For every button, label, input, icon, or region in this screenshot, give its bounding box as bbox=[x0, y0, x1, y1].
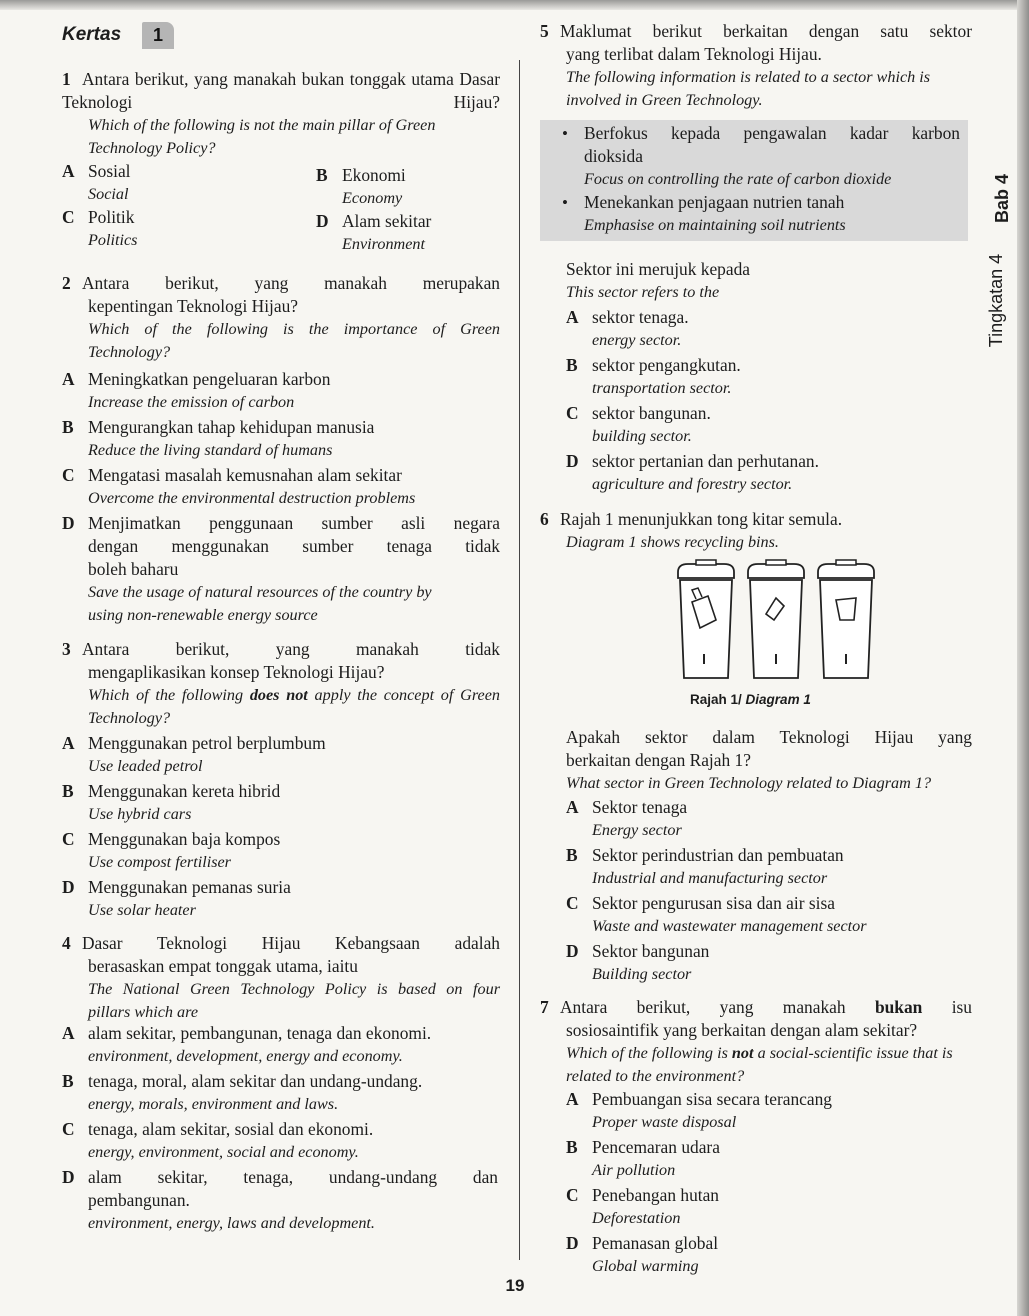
option-letter: A bbox=[566, 797, 579, 817]
option-d[interactable] bbox=[566, 1232, 972, 1278]
option-letter: B bbox=[566, 355, 578, 375]
question-2-options bbox=[62, 368, 500, 627]
option-text-ms: sektor pengangkutan. bbox=[592, 355, 741, 375]
question-text-ms: Rajah 1 menunjukkan tong kitar semula. bbox=[560, 509, 843, 529]
option-text-ms: Pencemaran udara bbox=[592, 1137, 720, 1157]
option-a[interactable] bbox=[566, 1088, 972, 1134]
option-b[interactable] bbox=[316, 164, 532, 210]
stem-text-en: This sector refers to the bbox=[566, 283, 720, 301]
option-text-ms: Menggunakan petrol berplumbum bbox=[88, 733, 326, 753]
page-binding-shadow bbox=[1017, 0, 1029, 1316]
question-text-ms: Dasar Teknologi Hijau Kebangsaan adalah bbox=[82, 933, 500, 953]
option-text-ms: Menggunakan kereta hibrid bbox=[88, 781, 281, 801]
recycling-bin-plastic-icon bbox=[818, 560, 874, 678]
option-letter: A bbox=[62, 733, 75, 753]
option-letter: C bbox=[62, 207, 75, 227]
question-text-en: Which of the following is not the main pillar of Green Technology Policy? bbox=[88, 116, 436, 157]
option-text-ms: tenaga, alam sekitar, sosial dan ekonomi. bbox=[88, 1119, 374, 1139]
option-letter: D bbox=[62, 877, 75, 897]
option-text-en: Use solar heater bbox=[88, 901, 196, 919]
option-letter: A bbox=[62, 369, 75, 389]
stem-text-ms: Sektor ini merujuk kepada bbox=[566, 259, 751, 279]
option-letter: B bbox=[62, 417, 74, 437]
question-number: 2 bbox=[62, 273, 71, 293]
question-text-en: The National Green Technology Policy is based on four bbox=[88, 980, 500, 998]
option-text-ms: Pembuangan sisa secara terancang bbox=[592, 1089, 832, 1109]
option-d[interactable] bbox=[566, 940, 972, 986]
option-letter: C bbox=[62, 465, 75, 485]
question-text-ms: Antara berikut, yang manakah tidak bbox=[82, 639, 500, 659]
question-7 bbox=[540, 996, 972, 1088]
option-c[interactable] bbox=[62, 1118, 500, 1164]
question-number: 5 bbox=[540, 21, 549, 41]
option-c[interactable] bbox=[62, 206, 318, 252]
question-text-ms: Antara berikut, yang manakah merupakan bbox=[82, 273, 500, 293]
stem-text-en: What sector in Green Technology related to Diagram 1? bbox=[566, 774, 932, 792]
option-text-ms-line2: dengan menggunakan sumber tenaga tidak bbox=[88, 536, 500, 556]
option-letter: A bbox=[566, 1089, 579, 1109]
info-text-ms: • Berfokus kepada pengawalan kadar karbon bbox=[584, 123, 960, 143]
option-text-ms: Sektor perindustrian dan pembuatan bbox=[592, 845, 844, 865]
info-item bbox=[562, 122, 960, 191]
info-text-en: Emphasise on maintaining soil nutrients bbox=[584, 216, 846, 234]
text-fragment: Which of the following bbox=[88, 686, 250, 704]
question-3 bbox=[62, 638, 500, 730]
option-letter: C bbox=[566, 1185, 579, 1205]
option-letter: D bbox=[62, 513, 75, 533]
question-text-en-line2: Technology? bbox=[88, 709, 171, 727]
option-text-ms: Sektor bangunan bbox=[592, 941, 710, 961]
level-label: Tingkatan 4 bbox=[986, 253, 1007, 348]
option-text-ms: Sektor pengurusan sisa dan air sisa bbox=[592, 893, 835, 913]
text-fragment: Which of the following is bbox=[566, 1044, 732, 1062]
info-item bbox=[562, 191, 960, 237]
question-4 bbox=[62, 932, 500, 1024]
option-text-en: Economy bbox=[342, 189, 403, 207]
question-text-en: Which of the following is the importance of Green bbox=[88, 320, 500, 338]
question-7-options bbox=[566, 1088, 972, 1278]
option-text-ms: sektor pertanian dan perhutanan. bbox=[592, 451, 819, 471]
stem-text-ms-line2: berkaitan dengan Rajah 1? bbox=[566, 750, 751, 770]
option-text-en: Energy sector bbox=[592, 821, 682, 839]
text-fragment: isu bbox=[922, 997, 972, 1017]
diagram-caption bbox=[690, 692, 811, 707]
option-letter: D bbox=[316, 211, 329, 231]
question-6-options bbox=[566, 796, 972, 986]
recycling-bins-diagram bbox=[668, 558, 888, 698]
question-3-options bbox=[62, 732, 500, 922]
question-text-ms: Maklumat berikut berkaitan dengan satu sektor bbox=[560, 21, 972, 41]
option-text-en: agriculture and forestry sector. bbox=[592, 475, 793, 493]
option-a[interactable] bbox=[566, 796, 972, 842]
option-letter: B bbox=[566, 845, 578, 865]
question-number: 6 bbox=[540, 509, 549, 529]
option-letter: B bbox=[62, 1071, 74, 1091]
option-b[interactable] bbox=[566, 354, 972, 400]
option-d[interactable] bbox=[316, 210, 532, 256]
question-6-stem bbox=[540, 726, 972, 795]
question-text-en-line2: Technology? bbox=[88, 343, 171, 361]
option-text-en: Proper waste disposal bbox=[592, 1113, 737, 1131]
option-text-ms: tenaga, moral, alam sekitar dan undang-undang. bbox=[88, 1071, 423, 1091]
question-number: 1 bbox=[62, 69, 71, 89]
option-text-en: Reduce the living standard of humans bbox=[88, 441, 333, 459]
question-1-en bbox=[62, 114, 500, 160]
option-text-en: Use compost fertiliser bbox=[88, 853, 231, 871]
option-text-ms-line2: pembangunan. bbox=[88, 1190, 190, 1210]
option-text-en: energy, environment, social and economy. bbox=[88, 1143, 359, 1161]
question-text-ms-line2: yang terlibat dalam Teknologi Hijau. bbox=[566, 44, 822, 64]
caption-ms: Rajah 1/ bbox=[690, 692, 742, 707]
info-text-en: Focus on controlling the rate of carbon dioxide bbox=[584, 170, 892, 188]
question-1-options bbox=[62, 160, 500, 252]
question-text-ms: Antara berikut, yang manakah bukan tonggak utama Dasar Teknologi Hijau? bbox=[62, 69, 500, 112]
option-text-en: Use leaded petrol bbox=[88, 757, 203, 775]
question-number: 7 bbox=[540, 997, 549, 1017]
option-text-ms: Penebangan hutan bbox=[592, 1185, 720, 1205]
info-box bbox=[540, 120, 968, 241]
question-5-stem bbox=[540, 258, 972, 304]
option-text-ms: Sosial bbox=[88, 161, 131, 181]
question-text-en-line2: pillars which are bbox=[88, 1003, 199, 1021]
option-a[interactable] bbox=[62, 1022, 500, 1068]
option-b[interactable] bbox=[62, 416, 500, 462]
question-text-en-line2: related to the environment? bbox=[566, 1067, 745, 1085]
question-5 bbox=[540, 20, 972, 112]
question-text-ms-line2: mengaplikasikan konsep Teknologi Hijau? bbox=[88, 662, 385, 682]
question-1 bbox=[62, 68, 500, 114]
option-b[interactable] bbox=[566, 844, 972, 890]
option-d[interactable] bbox=[566, 450, 972, 496]
option-text-ms: Alam sekitar bbox=[342, 211, 432, 231]
option-text-ms: Menjimatkan penggunaan sumber asli negara bbox=[88, 513, 500, 533]
option-text-en: transportation sector. bbox=[592, 379, 732, 397]
option-text-en: Waste and wastewater management sector bbox=[592, 917, 867, 935]
text-emphasis: not bbox=[731, 1044, 754, 1062]
option-letter: C bbox=[62, 1119, 75, 1139]
option-c[interactable] bbox=[62, 464, 500, 510]
option-text-ms: sektor bangunan. bbox=[592, 403, 711, 423]
option-text-en: Air pollution bbox=[592, 1161, 676, 1179]
option-letter: A bbox=[62, 1023, 75, 1043]
option-text-ms: alam sekitar, pembangunan, tenaga dan ekonomi. bbox=[88, 1023, 432, 1043]
option-c[interactable] bbox=[566, 1184, 972, 1230]
option-text-ms: sektor tenaga. bbox=[592, 307, 689, 327]
stem-text-ms: Apakah sektor dalam Teknologi Hijau yang bbox=[566, 727, 972, 747]
option-a[interactable] bbox=[566, 306, 972, 352]
option-b[interactable] bbox=[566, 1136, 972, 1182]
question-4-options bbox=[62, 1022, 500, 1235]
option-letter: D bbox=[566, 1233, 579, 1253]
text-fragment: Antara berikut, yang manakah bbox=[560, 997, 875, 1017]
option-letter: B bbox=[62, 781, 74, 801]
question-text-en: Diagram 1 shows recycling bins. bbox=[566, 533, 779, 551]
option-text-en: energy, morals, environment and laws. bbox=[88, 1095, 339, 1113]
option-letter: C bbox=[62, 829, 75, 849]
option-text-en: Increase the emission of carbon bbox=[88, 393, 295, 411]
option-text-en: environment, development, energy and economy. bbox=[88, 1047, 403, 1065]
recycling-bin-paper-icon bbox=[748, 560, 804, 678]
option-text-en: Global warming bbox=[592, 1257, 699, 1275]
option-a[interactable] bbox=[62, 368, 500, 414]
option-text-en: Overcome the environmental destruction problems bbox=[88, 489, 416, 507]
option-text-ms: Pemanasan global bbox=[592, 1233, 719, 1253]
option-text-en-line2: using non-renewable energy source bbox=[88, 606, 318, 624]
info-text-ms-line2: dioksida bbox=[584, 146, 643, 166]
option-text-en: Building sector bbox=[592, 965, 692, 983]
option-letter: C bbox=[566, 403, 579, 423]
option-text-ms: Meningkatkan pengeluaran karbon bbox=[88, 369, 331, 389]
caption-en: Diagram 1 bbox=[745, 692, 811, 707]
option-text-ms: Menggunakan pemanas suria bbox=[88, 877, 291, 897]
question-text-ms-line2: sosiosaintifik yang berkaitan dengan alam sekitar? bbox=[566, 1020, 918, 1040]
chapter-label: Bab 4 bbox=[992, 173, 1013, 224]
option-text-ms: alam sekitar, tenaga, undang-undang dan bbox=[88, 1167, 498, 1187]
option-letter: C bbox=[566, 893, 579, 913]
page-top-shadow bbox=[0, 0, 1029, 10]
page-number: 19 bbox=[505, 1276, 525, 1295]
option-text-en: environment, energy, laws and development. bbox=[88, 1214, 375, 1232]
question-number: 4 bbox=[62, 933, 71, 953]
option-text-en: Industrial and manufacturing sector bbox=[592, 869, 828, 887]
option-letter: A bbox=[566, 307, 579, 327]
option-text-en: Use hybrid cars bbox=[88, 805, 192, 823]
option-text-en: Deforestation bbox=[592, 1209, 681, 1227]
option-a[interactable] bbox=[62, 732, 500, 778]
option-d[interactable] bbox=[62, 1166, 498, 1235]
option-text-ms: Sektor tenaga bbox=[592, 797, 688, 817]
option-text-ms: Mengurangkan tahap kehidupan manusia bbox=[88, 417, 375, 437]
question-5-options bbox=[566, 306, 972, 496]
option-letter: B bbox=[566, 1137, 578, 1157]
option-letter: D bbox=[62, 1167, 75, 1187]
option-letter: B bbox=[316, 165, 328, 185]
question-number: 3 bbox=[62, 639, 71, 659]
paper-header bbox=[62, 22, 180, 50]
question-text-en: The following information is related to a sector which is bbox=[566, 68, 931, 86]
option-text-ms: Menggunakan baja kompos bbox=[88, 829, 281, 849]
text-fragment: apply the concept of Green bbox=[307, 686, 500, 704]
option-text-en: Politics bbox=[88, 231, 138, 249]
option-text-en: Social bbox=[88, 185, 129, 203]
question-6 bbox=[540, 508, 972, 554]
paper-number-badge: 1 bbox=[142, 22, 174, 49]
option-letter: D bbox=[566, 941, 579, 961]
option-text-en: Environment bbox=[342, 235, 426, 253]
text-emphasis: bukan bbox=[874, 997, 923, 1017]
recycling-bin-glass-icon bbox=[678, 560, 734, 678]
option-letter: D bbox=[566, 451, 579, 471]
option-text-en: building sector. bbox=[592, 427, 692, 445]
question-text-ms-line2: kepentingan Teknologi Hijau? bbox=[88, 296, 298, 316]
option-text-en: Save the usage of natural resources of the country by bbox=[88, 583, 432, 601]
question-2 bbox=[62, 272, 500, 364]
option-b[interactable] bbox=[62, 1070, 500, 1116]
option-c[interactable] bbox=[62, 828, 500, 874]
option-d[interactable] bbox=[62, 876, 500, 922]
option-d[interactable] bbox=[62, 512, 500, 627]
option-c[interactable] bbox=[566, 402, 972, 448]
option-text-ms: Mengatasi masalah kemusnahan alam sekitar bbox=[88, 465, 402, 485]
question-text-ms-line2: berasaskan empat tonggak utama, iaitu bbox=[88, 956, 358, 976]
option-a[interactable] bbox=[62, 160, 318, 206]
question-text-en-line2: involved in Green Technology. bbox=[566, 91, 763, 109]
text-fragment: a social-scientific issue that is bbox=[753, 1044, 953, 1062]
question-text-en bbox=[540, 1042, 972, 1065]
paper-label: Kertas bbox=[62, 24, 122, 45]
info-text-ms: • Menekankan penjagaan nutrien tanah bbox=[584, 192, 845, 212]
text-emphasis: does not bbox=[249, 686, 308, 704]
option-text-ms: Politik bbox=[88, 207, 135, 227]
option-letter: A bbox=[62, 161, 75, 181]
side-tab bbox=[986, 150, 1018, 350]
option-text-ms-line3: boleh baharu bbox=[88, 559, 179, 579]
option-text-en: energy sector. bbox=[592, 331, 682, 349]
option-b[interactable] bbox=[62, 780, 500, 826]
option-text-ms: Ekonomi bbox=[342, 165, 406, 185]
option-c[interactable] bbox=[566, 892, 972, 938]
question-text-en bbox=[62, 684, 500, 707]
